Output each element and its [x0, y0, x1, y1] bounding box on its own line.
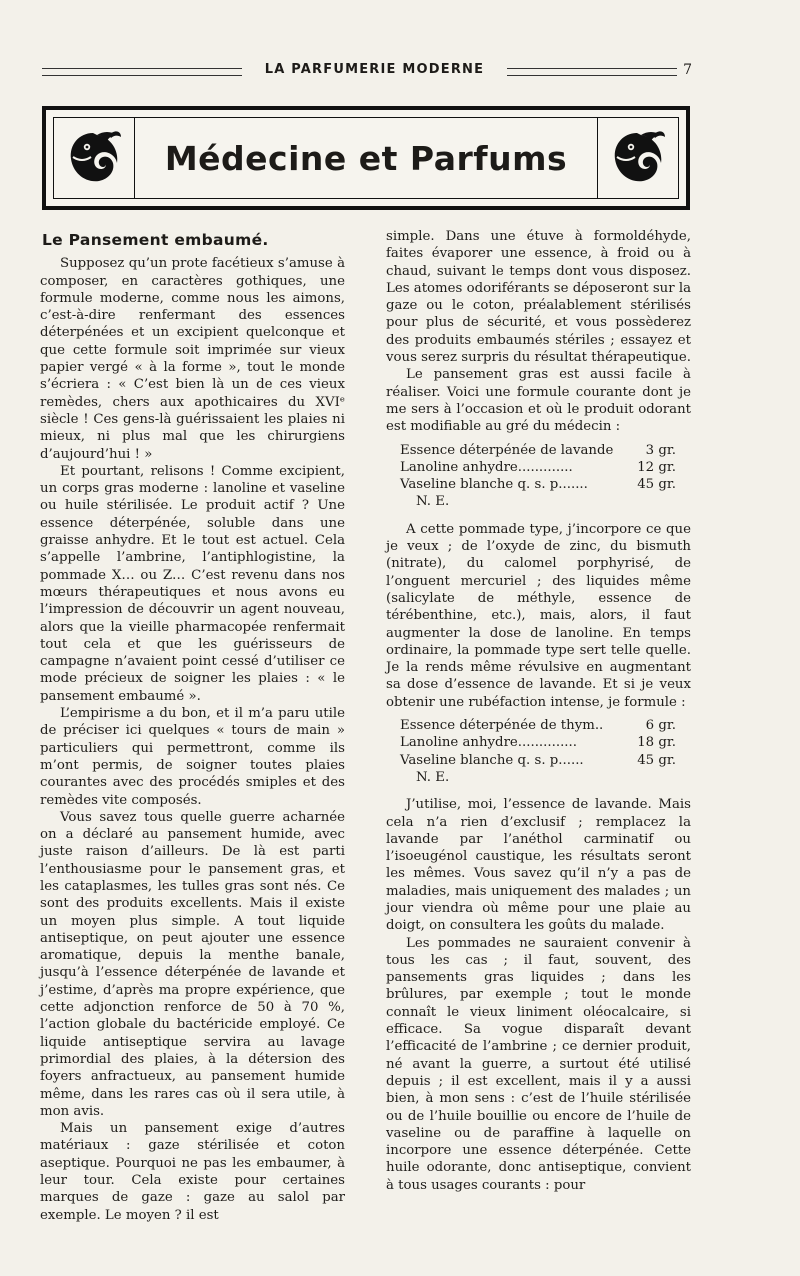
section-banner [42, 106, 690, 210]
ingredient: Essence déterpénée de lavande [400, 442, 614, 458]
paragraph: J’utilise, moi, l’essence de lavande. Mais cela n’a rien d’exclusif ; remplacez la lavande par l’anéthol carminatif ou l’isoeugénol caustique, les résultats seront les mêmes. Vous savez qu’il n’y a pas de maladies, mais uniquement des malades ; un jour viendra où même pour une plaie au doigt, on consultera les goûts du malade. [386, 797, 691, 934]
quantity: 45 gr. [637, 752, 676, 768]
paragraph: Les pommades ne sauraient convenir à tous les cas ; il faut, souvent, des pansements gras liquides ; dans les brûlures, par exemple ; tout le monde connaît le vieux liniment oléocalcaire, si efficace. Sa vogue disparaît devant l’efficacité de l’ambrine ; ce dernier produit, né avant la guerre, a surtout été utilisé depuis ; il est excellent, mais il y a aussi bien, à mon sens : c’est de l’huile stérilisée ou de l’huile bouillie ou encore de l’huile de vaseline ou de paraffine à laquelle on incorpore une essence déterpénée. Cette huile odorante, donc antiseptique, convient à tous usages courants : pour [386, 935, 691, 1193]
article-heading: Le Pansement embaumé. [42, 231, 269, 249]
ingredient: Vaseline blanche q. s. p....... [400, 477, 588, 493]
formula-block [400, 442, 691, 511]
paragraph: L’empirisme a du bon, et il m’a paru utile de préciser ici quelques « tours de main » particuliers qui permettront, comme ils m’ont permis, de soigner toutes plaies courantes avec des procédés smiples et des remèdes vite composés. [40, 706, 345, 808]
formula-row [400, 476, 676, 493]
paragraph: Mais un pansement exige d’autres matériaux : gaze stérilisée et coton aseptique. Pourquoi ne pas les embaumer, à leur tour. Cela existe pour certaines marques de gaze : gaze au salol par exemple. Le moyen ? il est [40, 1121, 345, 1223]
magazine-title: LA PARFUMERIE MODERNE [264, 62, 485, 77]
dolphin-icon [607, 127, 669, 189]
ingredient: Vaseline blanche q. s. p...... [400, 752, 584, 768]
quantity: 3 gr. [645, 442, 676, 458]
ingredient: Essence déterpénée de thym.. [400, 718, 604, 734]
dolphin-icon [63, 127, 125, 189]
formula-row [400, 734, 676, 751]
quantity: 12 gr. [637, 459, 676, 475]
formula-block [400, 717, 691, 786]
quantity: 45 gr. [637, 477, 676, 493]
page-number: 7 [683, 62, 692, 78]
formula-note: N. E. [416, 769, 450, 785]
quantity: 6 gr. [645, 718, 676, 734]
formula-note: N. E. [416, 494, 450, 510]
ingredient: Lanoline anhydre............. [400, 459, 573, 475]
right-column [386, 228, 691, 1194]
formula-row [400, 459, 676, 476]
paragraph: Supposez qu’un prote facétieux s’amuse à composer, en caractères gothiques, une formule moderne, comme nous les aimons, c’est-à-dire renfermant des essences déterpénées et un excipient quelconque et que cette formule soit imprimée sur vieux papier vergé « à la forme », tout le monde s’écriera : « C’est bien là un de ces vieux remèdes, chers aux apothicaires du XVIᵉ siècle ! Ces gens-là guérissaient les plaies ni mieux, ni plus mal que les chirurgiens d’aujourd’hui ! » [40, 256, 345, 462]
paragraph: Le pansement gras est aussi facile à réaliser. Voici une formule courante dont je me sers à l’occasion et où le produit odorant est modifiable au gré du médecin : [386, 367, 691, 435]
left-column [40, 228, 345, 1224]
paragraph: simple. Dans une étuve à formoldéhyde, faites évaporer une essence, à froid ou à chaud, suivant le temps dont vous disposez. Les atomes odoriférants se déposeront sur la gaze ou le coton, préalablement stérilisés pour plus de sécurité, et vous possèderez des produits embaumés stériles ; essayez et vous serez surpris du résultat thérapeutique. [386, 229, 691, 366]
header-rule-left [42, 68, 242, 76]
paragraph: A cette pommade type, j’incorpore ce que je veux ; de l’oxyde de zinc, du bismuth (nitrate), du calomel porphyrisé, de l’onguent mercuriel ; des liquides même (salicylate de méthyle, essence de térébenthine, etc.), mais, alors, il faut augmenter la dose de lanoline. En temps ordinaire, la pommade type sert telle quelle. Je la rends même révulsive en augmentant sa dose d’essence de lavande. Et si je veux obtenir une rubéfaction intense, je formule : [386, 521, 691, 710]
paragraph: Et pourtant, relisons ! Comme excipient, un corps gras moderne : lanoline et vaseline ou huile stérilisée. Le produit actif ? Une essence déterpénée, soluble dans une graisse anhydre. Et le tout est actuel. Cela s’appelle l’ambrine, l’antiphlogistine, la pommade X… ou Z… C’est revenu dans nos mœurs thérapeutiques et nous avons eu l’impression de découvrir un agent nouveau, alors que la vieille pharmacopée renfermait tout cela et que les guérisseurs de campagne n’avaient point cessé d’utiliser ce mode précieux de soigner les plaies : « le pansement embaumé ». [40, 463, 345, 704]
quantity: 18 gr. [637, 735, 676, 751]
paragraph: Vous savez tous quelle guerre acharnée on a déclaré au pansement humide, avec juste raison d’ailleurs. De là est parti l’enthousiasme pour le pansement gras, et les cataplasmes, les tulles gras sont nés. Ce sont des produits excellents. Mais il existe un moyen plus simple. A tout liquide antiseptique, on peut ajouter une essence aromatique, depuis la menthe banale, jusqu’à l’essence déterpénée de lavande et j’estime, d’après ma propre expérience, que cette adjonction renforce de 50 à 70 %, l’action globale du bactéricide employé. Ce liquide antiseptique servira au lavage primordial des plaies, à la détersion des foyers anfractueux, au pansement humide même, dans les rares cas où il sera utile, à mon avis. [40, 809, 345, 1119]
formula-row [400, 752, 676, 769]
banner-title: Médecine et Parfums [164, 138, 568, 178]
formula-row [400, 717, 676, 734]
formula-row [400, 442, 676, 459]
ingredient: Lanoline anhydre.............. [400, 735, 577, 751]
running-header [42, 62, 692, 82]
header-rule-right [507, 68, 677, 76]
